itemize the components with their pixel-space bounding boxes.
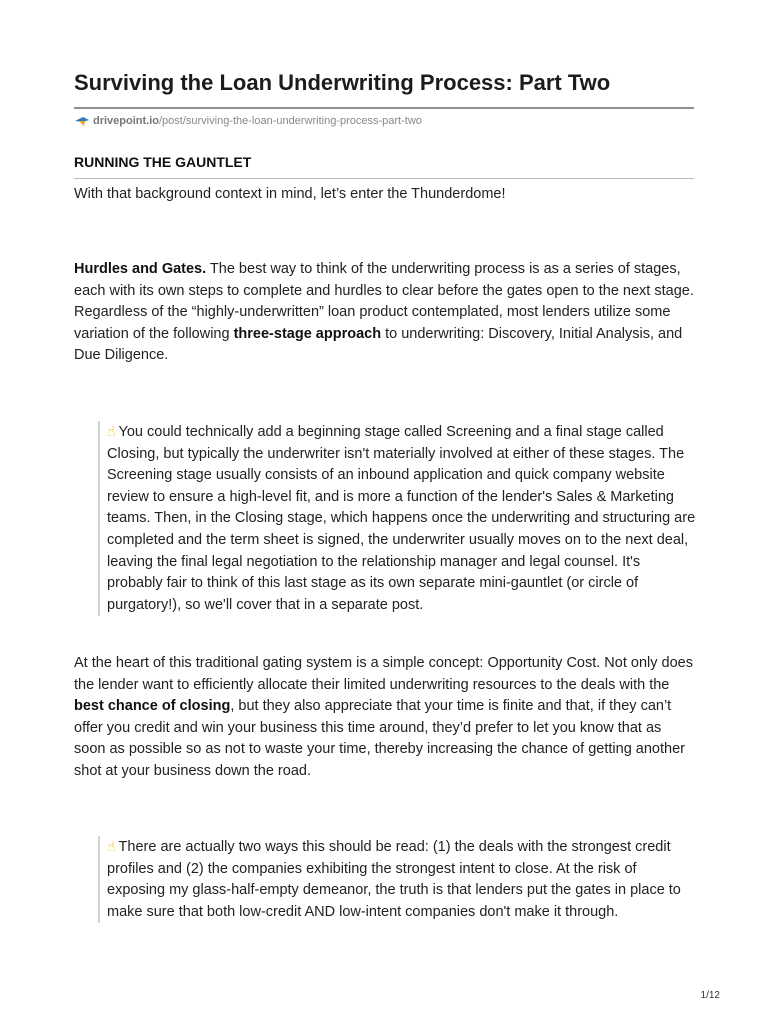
opportunity-text-2: , but they also appreciate that your time is finite and that, if they can’t offer you credit and win your business this time around, they’d prefer to let you know that as soon as possible so as not to waste your time, thereby increasing the chance of getting another shot at your business down the road. <box>74 698 685 779</box>
note-1-text: You could technically add a beginning stage called Screening and a final stage called Closing, but typically the underwriter isn't materially involved at either of these stages. The Screening stage usually consists of an inbound application and quick company website review to ensure a high-level fit, and is more a function of the lender's Sales & Marketing teams. Then, in the Closing stage, which happens once the underwriting and structuring are completed and the term sheet is signed, the underwriter usually moves on to the next deal, leaving the final legal negotiation to the relationship manager and legal counsel. It's probably fair to think of this last stage as its own separate mini-gauntlet (or circle of purgatory!), so we'll cover that in a separate post. <box>107 424 696 613</box>
title-divider <box>74 107 694 109</box>
bird-logo-icon <box>74 114 90 128</box>
intro-text: With that background context in mind, let’s enter the Thunderdome! <box>74 186 506 202</box>
source-domain: drivepoint.io <box>93 115 159 127</box>
hurdles-lead: Hurdles and Gates. <box>74 261 207 277</box>
note-2-text: There are actually two ways this should be read: (1) the deals with the strongest credit profiles and (2) the companies exhibiting the strongest intent to close. At the risk of exposing my glass-half-empty demeanor, the truth is that lenders put the gates in place to make sure that both low-credit AND low-intent companies don't make it through. <box>107 839 681 920</box>
hurdles-paragraph <box>74 259 694 367</box>
pointing-up-icon: ☝ <box>107 838 116 854</box>
pointing-up-icon: ☝ <box>107 423 116 439</box>
source-url[interactable] <box>74 114 422 128</box>
note-block-2 <box>98 836 697 923</box>
opportunity-text-1: At the heart of this traditional gating system is a simple concept: Opportunity Cost. Not only does the lender want to efficiently allocate their limited underwriting resources to the deals with the <box>74 655 693 693</box>
section-heading: RUNNING THE GAUNTLET <box>74 154 252 170</box>
hurdles-text-2: to underwriting: Discovery, Initial Analysis, and Due Diligence. <box>74 325 683 364</box>
section-divider <box>74 178 694 179</box>
note-block-1 <box>98 421 697 616</box>
source-path: /post/surviving-the-loan-underwriting-process-part-two <box>159 115 422 127</box>
opportunity-bold: best chance of closing <box>74 698 231 715</box>
opportunity-paragraph <box>74 653 694 783</box>
page-title: Surviving the Loan Underwriting Process: Part Two <box>74 70 611 95</box>
page-number: 1/12 <box>700 990 720 1001</box>
hurdles-text-1: The best way to think of the underwriting process is as a series of stages, each with its own steps to complete and hurdles to clear before the gates open to the next stage. Regardless of the “highly-underwritten” loan product contemplated, most lenders utilize some variation of the following <box>74 261 694 342</box>
hurdles-bold: three-stage approach <box>233 325 382 342</box>
intro-paragraph <box>74 184 694 206</box>
